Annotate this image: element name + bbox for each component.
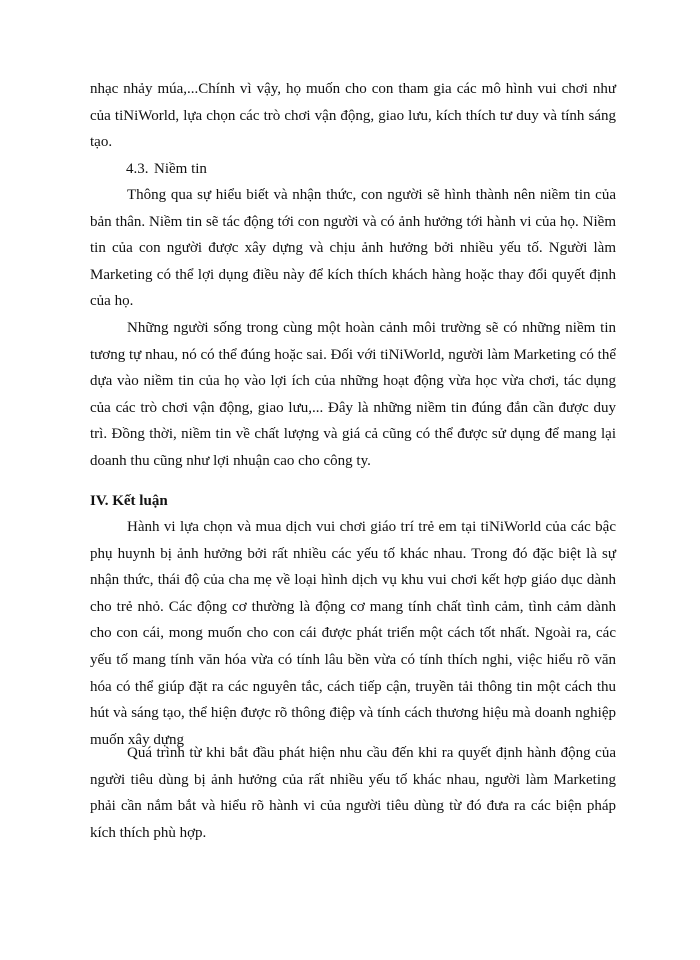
section-number: 4.3. (126, 161, 149, 177)
section-heading-4-3 (126, 156, 207, 182)
paragraph-ket-luan-2: Quá trình từ khi bắt đầu phát hiện nhu cầu đến khi ra quyết định hành động của người tiêu dùng bị ảnh hưởng của rất nhiều yếu tố khác nhau, người làm Marketing phải cần nắm bắt và hiểu rõ hành vi của người tiêu dùng từ đó đưa ra các biện pháp kích thích phù hợp. (90, 745, 616, 841)
paragraph-niem-tin-1: Thông qua sự hiểu biết và nhận thức, con người sẽ hình thành nên niềm tin của bản thân. Niềm tin sẽ tác động tới con người và có ảnh hưởng tới hành vi của họ. Niềm tin của con người được xây dựng và chịu ảnh hưởng bởi nhiều yếu tố. Người làm Marketing có thể lợi dụng điều này để kích thích khách hàng hoặc thay đổi quyết định của họ. (90, 187, 616, 310)
paragraph-ket-luan-1: Hành vi lựa chọn và mua dịch vui chơi giáo trí trẻ em tại tiNiWorld của các bậc phụ huynh bị ảnh hưởng bởi rất nhiều các yếu tố khác nhau. Trong đó đặc biệt là sự nhận thức, thái độ của cha mẹ về loại hình dịch vụ khu vui chơi kết hợp giáo dục dành cho trẻ nhỏ. Các động cơ thường là động cơ mang tính chất tình cảm, tình cảm dành cho con cái, mong muốn cho con cái được phát triển một cách tốt nhất. Ngoài ra, các yếu tố mang tính văn hóa vừa có tính lâu bền vừa có tính thích nghi, việc hiểu rõ văn hóa có thể giúp đặt ra các nguyên tắc, cách tiếp cận, truyền tải thông tin một cách thu hút và sáng tạo, thể hiện được rõ thông điệp và tính cách thương hiệu mà doanh nghiệp muốn xây dựng (90, 519, 616, 748)
section-title: Niềm tin (154, 161, 207, 177)
paragraph-continuation: nhạc nhảy múa,...Chính vì vậy, họ muốn cho con tham gia các mô hình vui chơi như của tiNiWorld, lựa chọn các trò chơi vận động, giao lưu, kích thích tư duy và tính sáng tạo. (90, 81, 616, 151)
section-heading-iv: IV. Kết luận (90, 493, 168, 509)
paragraph-niem-tin-2: Những người sống trong cùng một hoàn cảnh môi trường sẽ có những niềm tin tương tự nhau, nó có thể đúng hoặc sai. Đối với tiNiWorld, người làm Marketing có thể dựa vào niềm tin của họ vào lợi ích của những hoạt động vừa học vừa chơi, tác dụng của các trò chơi vận động, giao lưu,... Đây là những niềm tin đúng đắn cần được duy trì. Đồng thời, niềm tin về chất lượng và giá cả cũng có thể được sử dụng để mang lại doanh thu cũng như lợi nhuận cao cho công ty. (90, 320, 616, 469)
